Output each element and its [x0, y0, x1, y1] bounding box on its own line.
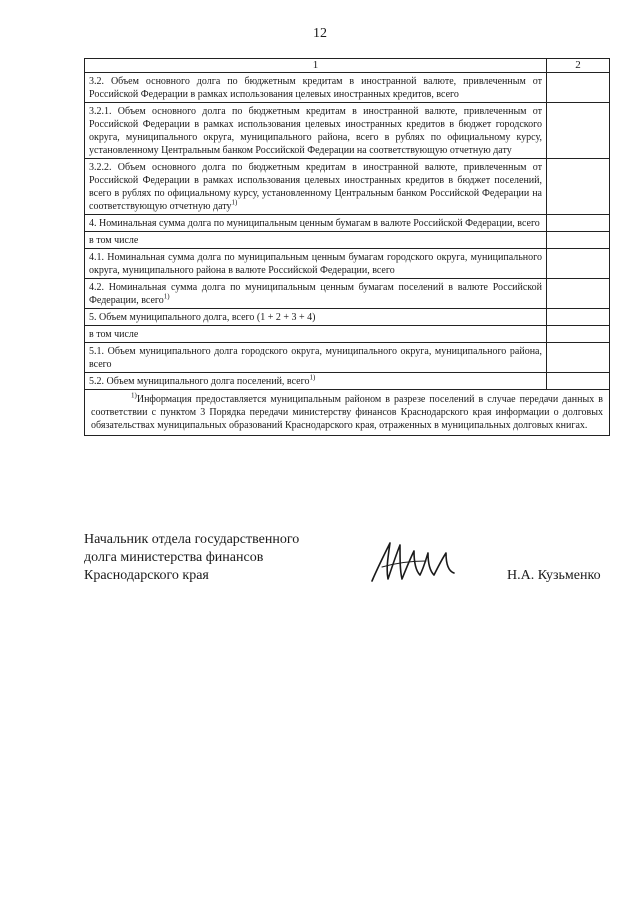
table-row	[85, 309, 610, 326]
table-row	[85, 103, 610, 159]
row-label	[85, 215, 547, 232]
row-value-cell	[547, 343, 610, 373]
row-value-cell	[547, 249, 610, 279]
row-value-cell	[547, 159, 610, 215]
table-row	[85, 373, 610, 390]
table-row	[85, 215, 610, 232]
footnote-text	[85, 390, 610, 436]
signer-position-line-3: Краснодарского края	[84, 568, 209, 583]
table-header-row	[85, 59, 610, 73]
row-label	[85, 279, 547, 309]
row-label	[85, 159, 547, 215]
table-row	[85, 232, 610, 249]
row-label	[85, 309, 547, 326]
table-row	[85, 326, 610, 343]
footnote-body: Информация предоставляется муниципальным районом в разрезе поселений в случае передачи данных в соответствии с пунктом 3 Порядка передачи министерству финансов Краснодарского края информации о долговых обязательствах муниципальных образований Краснодарского края, отраженных в муниципальных долговых книгах.	[91, 394, 603, 431]
table-row	[85, 73, 610, 103]
row-label-text: в том числе	[89, 235, 139, 246]
row-label-text: 4.1. Номинальная сумма долга по муниципальным ценным бумагам городского округа, муниципального округа, муниципального района в валюте Российской Федерации, всего	[89, 252, 542, 276]
row-label	[85, 373, 547, 390]
row-label	[85, 343, 547, 373]
signer-position-line-1: Начальник отдела государственного	[84, 532, 300, 547]
row-label-text: 5.2. Объем муниципального долга поселений, всего	[89, 376, 310, 387]
page-number: 12	[313, 26, 327, 41]
column-1-header: 1	[85, 59, 547, 73]
table-row	[85, 343, 610, 373]
row-label-text: 3.2.2. Объем основного долга по бюджетным кредитам в иностранной валюте, привлеченным от Российской Федерации в рамках использования целевых иностранных кредитов в бюджет поселений, всего в рублях по официальному курсу, установленному Центральным банком Российской Федерации на соответствующую отчетную дату	[89, 162, 542, 212]
row-value-cell	[547, 279, 610, 309]
signer-position-line-2: долга министерства финансов	[84, 550, 264, 565]
row-value-cell	[547, 326, 610, 343]
signature-title-block	[84, 531, 299, 585]
table-row	[85, 159, 610, 215]
row-value-cell	[547, 73, 610, 103]
footnote-marker: 1)	[231, 198, 238, 207]
row-value-cell	[547, 103, 610, 159]
row-label	[85, 326, 547, 343]
footnote-marker: 1)	[163, 292, 170, 301]
debt-report-table	[84, 58, 610, 436]
row-label-text: в том числе	[89, 329, 139, 340]
row-value-cell	[547, 309, 610, 326]
row-value-cell	[547, 215, 610, 232]
row-value-cell	[547, 373, 610, 390]
row-label	[85, 232, 547, 249]
row-label-text: 4.2. Номинальная сумма долга по муниципальным ценным бумагам поселений в валюте Российской Федерации, всего	[89, 282, 542, 306]
signer-name: Н.А. Кузьменко	[507, 568, 601, 583]
row-label-text: 5. Объем муниципального долга, всего (1 + 2 + 3 + 4)	[89, 312, 316, 323]
table-row	[85, 279, 610, 309]
footnote-row	[85, 390, 610, 436]
row-label-text: 4. Номинальная сумма долга по муниципальным ценным бумагам в валюте Российской Федерации, всего	[89, 218, 540, 229]
row-value-cell	[547, 232, 610, 249]
row-label	[85, 73, 547, 103]
column-2-header: 2	[547, 59, 610, 73]
footnote-marker: 1)	[131, 391, 137, 400]
row-label-text: 3.2. Объем основного долга по бюджетным кредитам в иностранной валюте, привлеченным от Российской Федерации в рамках использования целевых иностранных кредитов, всего	[89, 76, 542, 100]
row-label	[85, 249, 547, 279]
handwritten-signature	[366, 537, 458, 585]
row-label-text: 5.1. Объем муниципального долга городского округа, муниципального округа, муниципального района, всего	[89, 346, 542, 370]
table-row	[85, 249, 610, 279]
row-label	[85, 103, 547, 159]
row-label-text: 3.2.1. Объем основного долга по бюджетным кредитам в иностранной валюте, привлеченным от Российской Федерации в рамках использования целевых иностранных кредитов в бюджет городского округа, муниципального округа, муниципального района, всего в рублях по официальному курсу, установленному Центральным банком Российской Федерации на соответствующую отчетную дату	[89, 106, 542, 156]
footnote-marker: 1)	[309, 373, 316, 382]
